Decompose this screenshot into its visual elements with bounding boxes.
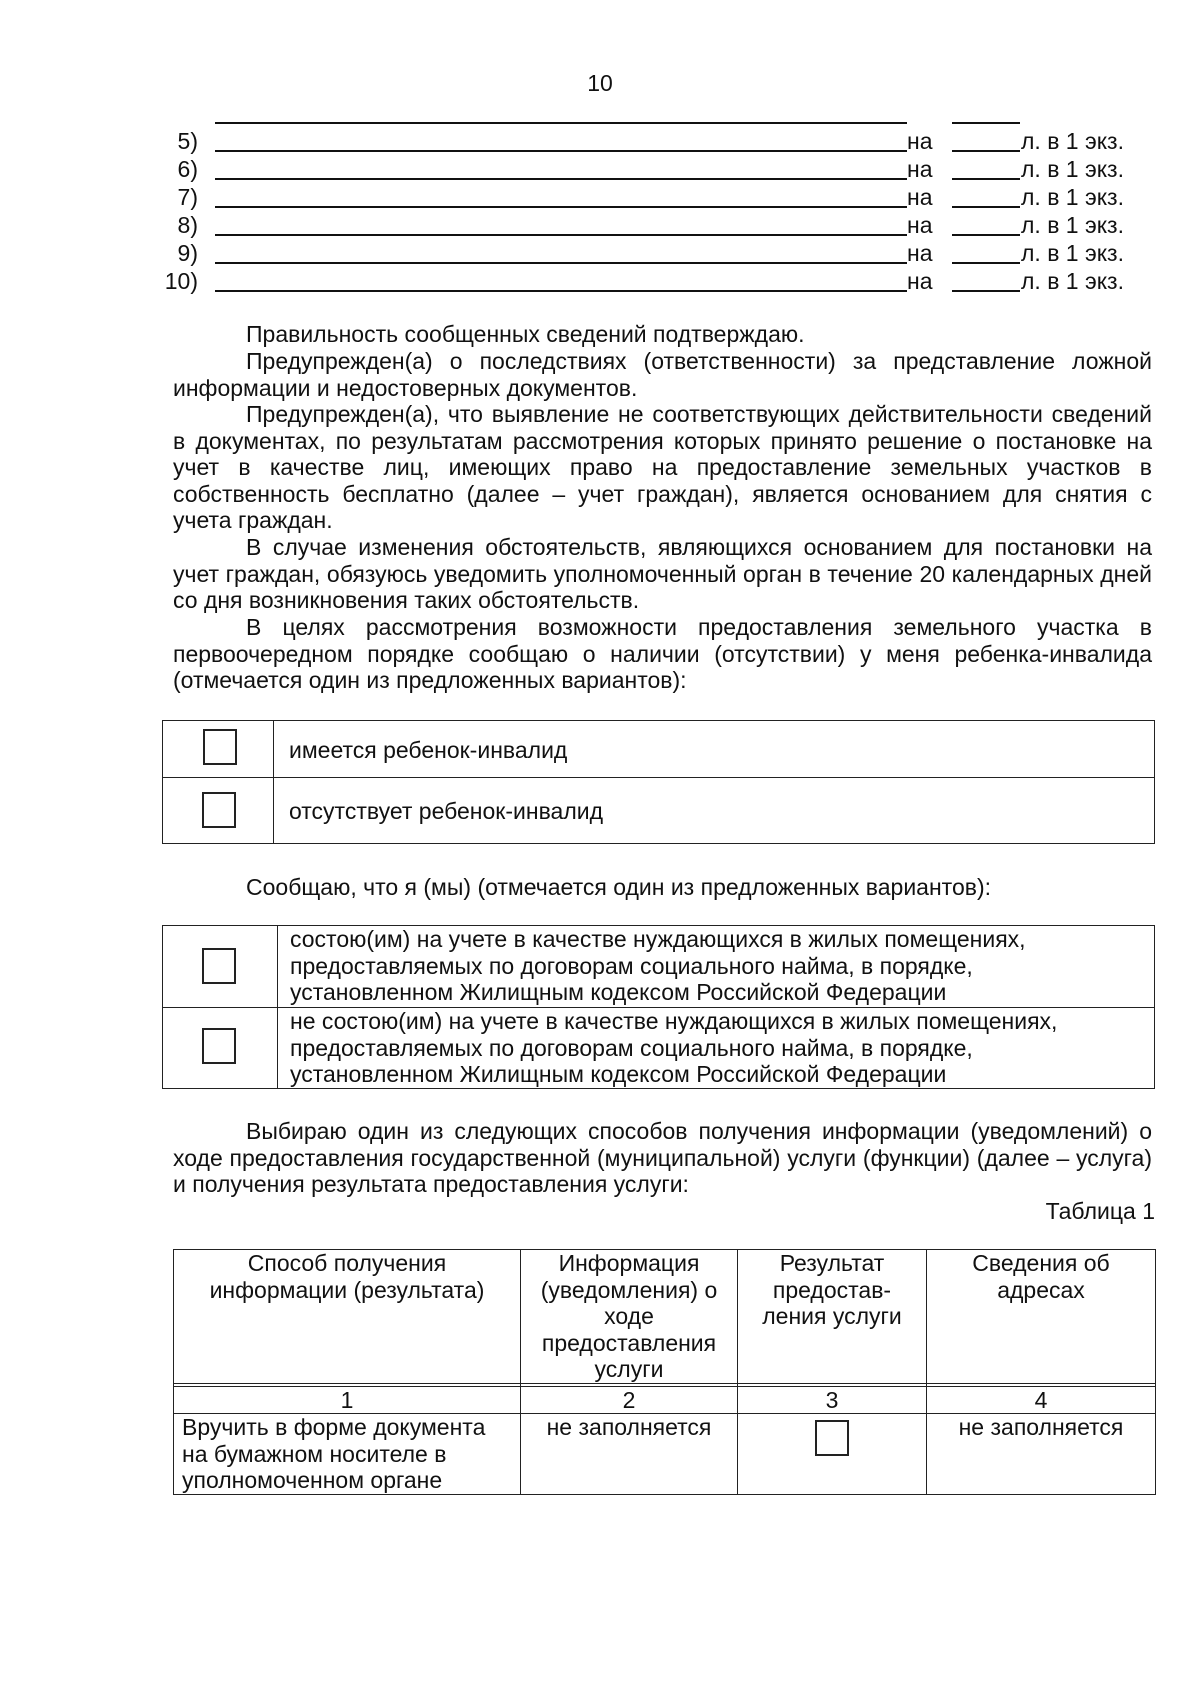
- housing-intro: Сообщаю, что я (мы) (отмечается один из предложенных вариантов):: [246, 874, 992, 900]
- option-label: отсутствует ребенок-инвалид: [289, 798, 604, 824]
- sheet-count-field[interactable]: [952, 206, 1020, 208]
- document-name-field[interactable]: [215, 262, 907, 264]
- copies-label: л. в 1 экз.: [1021, 212, 1124, 238]
- paragraph-warning-deregistration: Предупрежден(а), что выявление не соответствующих действительности сведений в документах, по результатам рассмотрения которых принято решение о постановке на учет в качестве лиц, имеющих право на предоставление земельных участков в собственность бесплатно (далее – учет граждан), является основанием для снятия с учета граждан.: [173, 401, 1152, 533]
- column-numbers-row: [174, 1386, 1156, 1414]
- checkbox-cell: [163, 778, 274, 843]
- option-row: [163, 778, 1154, 843]
- na-label: на: [907, 212, 933, 238]
- option-row: [163, 926, 1154, 1008]
- housing-table: [162, 925, 1155, 1089]
- column-number: 1: [174, 1386, 521, 1414]
- column-number: 2: [521, 1386, 738, 1414]
- option-line: не состою(им) на учете в качестве нуждающихся в жилых помещениях,: [290, 1008, 1058, 1034]
- paragraph-notify-obligation: В случае изменения обстоятельств, являющихся основанием для постановки на учет граждан, обязуюсь уведомить уполномоченный орган в течение 20 календарных дней со дня возникновения таких обстоятельств.: [173, 534, 1152, 613]
- option-label: [290, 1008, 1057, 1088]
- document-line: [0, 268, 1200, 296]
- header-method: Способ получения информации (результата): [174, 1250, 521, 1384]
- checkbox-cell: [163, 721, 274, 777]
- sheet-count-field[interactable]: [952, 262, 1020, 264]
- checkbox-cell: [163, 1008, 278, 1088]
- copies-label: л. в 1 экз.: [1021, 268, 1124, 294]
- blank-sheets-top: [952, 122, 1020, 124]
- copies-label: л. в 1 экз.: [1021, 184, 1124, 210]
- document-name-field[interactable]: [215, 290, 907, 292]
- option-row: [163, 1008, 1154, 1088]
- line-number: 9): [177, 240, 198, 266]
- option-line: предоставляемых по договорам социального найма, в порядке,: [290, 952, 973, 979]
- delivery-method-table: [173, 1249, 1156, 1495]
- document-line: [0, 128, 1200, 156]
- option-label: имеется ребенок-инвалид: [289, 737, 568, 763]
- document-line: [0, 240, 1200, 268]
- registered-checkbox[interactable]: [202, 948, 236, 984]
- option-line: состою(им) на учете в качестве нуждающихся в жилых помещениях,: [290, 926, 1026, 952]
- option-line: предоставляемых по договорам социального найма, в порядке,: [290, 1034, 973, 1061]
- table-caption: Таблица 1: [1045, 1198, 1155, 1224]
- paragraph-warning-false-info: Предупрежден(а) о последствиях (ответственности) за представление ложной информации и недостоверных документов.: [173, 348, 1152, 401]
- addresses-cell: не заполняется: [927, 1414, 1156, 1495]
- line-number: 7): [177, 184, 198, 210]
- paragraph-confirmation: Правильность сообщенных сведений подтверждаю.: [246, 321, 805, 347]
- checkbox-cell: [163, 926, 278, 1007]
- option-line: установленном Жилищным кодексом Российской Федерации: [290, 1061, 947, 1087]
- na-label: на: [907, 128, 933, 154]
- na-label: на: [907, 184, 933, 210]
- disabled-child-table: [162, 720, 1155, 844]
- sheet-count-field[interactable]: [952, 150, 1020, 152]
- na-label: на: [907, 156, 933, 182]
- info-cell: не заполняется: [521, 1414, 738, 1495]
- no-disabled-child-checkbox[interactable]: [202, 792, 236, 828]
- document-line: [0, 156, 1200, 184]
- sheet-count-field[interactable]: [952, 234, 1020, 236]
- line-number: 8): [177, 212, 198, 238]
- has-disabled-child-checkbox[interactable]: [203, 729, 237, 765]
- copies-label: л. в 1 экз.: [1021, 240, 1124, 266]
- copies-label: л. в 1 экз.: [1021, 156, 1124, 182]
- table-row: [174, 1414, 1156, 1495]
- document-line: [0, 184, 1200, 212]
- header-result: Результат предостав-ления услуги: [738, 1250, 927, 1384]
- header-addresses: Сведения об адресах: [927, 1250, 1156, 1384]
- na-label: на: [907, 268, 933, 294]
- option-line: установленном Жилищным кодексом Российской Федерации: [290, 979, 947, 1005]
- column-number: 4: [927, 1386, 1156, 1414]
- paragraph-disabled-child: В целях рассмотрения возможности предоставления земельного участка в первоочередном порядке сообщаю о наличии (отсутствии) у меня ребенка-инвалида (отмечается один из предложенных вариантов):: [173, 614, 1152, 693]
- document-name-field[interactable]: [215, 206, 907, 208]
- page-number: 10: [587, 70, 613, 96]
- table-header-row: [174, 1250, 1156, 1384]
- na-label: на: [907, 240, 933, 266]
- method-cell: Вручить в форме документа на бумажном носителе в уполномоченном органе: [174, 1414, 521, 1495]
- line-number: 6): [177, 156, 198, 182]
- copies-label: л. в 1 экз.: [1021, 128, 1124, 154]
- column-number: 3: [738, 1386, 927, 1414]
- option-row: [163, 721, 1154, 778]
- blank-line-top: [215, 122, 907, 124]
- line-number: 5): [177, 128, 198, 154]
- result-cell: [738, 1414, 927, 1495]
- document-name-field[interactable]: [215, 178, 907, 180]
- sheet-count-field[interactable]: [952, 178, 1020, 180]
- document-name-field[interactable]: [215, 234, 907, 236]
- document-line: [0, 212, 1200, 240]
- option-label: [290, 926, 1026, 1006]
- line-number: 10): [164, 268, 198, 294]
- sheet-count-field[interactable]: [952, 290, 1020, 292]
- document-name-field[interactable]: [215, 150, 907, 152]
- not-registered-checkbox[interactable]: [202, 1028, 236, 1064]
- paper-result-checkbox[interactable]: [815, 1420, 849, 1456]
- header-info: Информация (уведомления) о ходе предоставления услуги: [521, 1250, 738, 1384]
- method-paragraph: Выбираю один из следующих способов получения информации (уведомлений) о ходе предоставления государственной (муниципальной) услуги (функции) (далее – услуга) и получения результата предоставления услуги:: [173, 1118, 1152, 1197]
